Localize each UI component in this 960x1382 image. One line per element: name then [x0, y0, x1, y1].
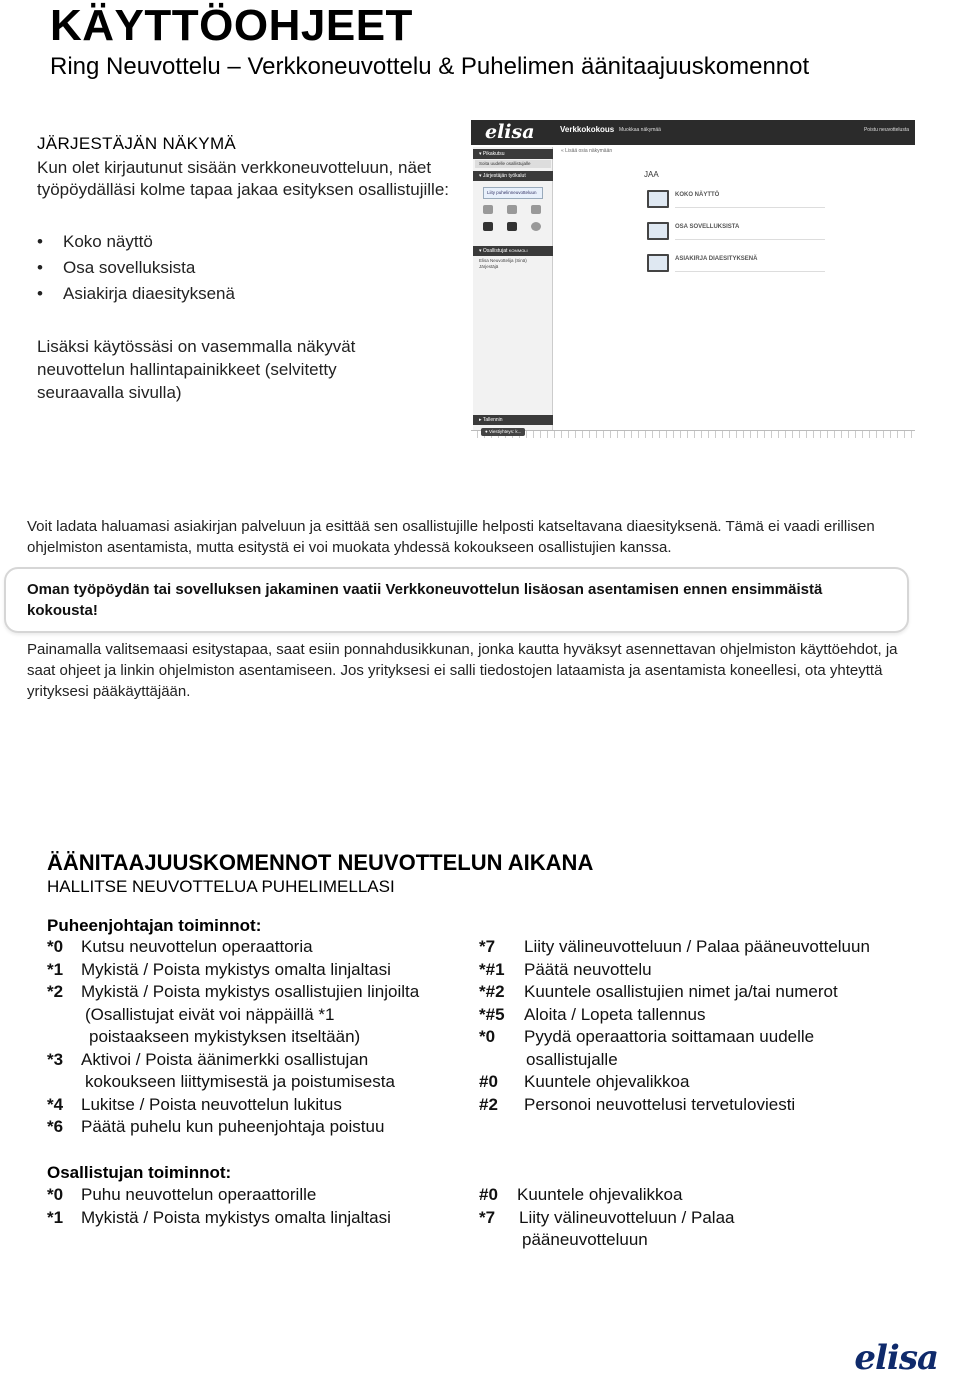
- participant-commands-right: [479, 1184, 734, 1252]
- command-row: *1 Mykistä / Poista mykistys omalta linjaltasi: [47, 959, 391, 979]
- monitor-icon[interactable]: [647, 190, 669, 208]
- organizer-intro: Kun olet kirjautunut sisään verkkoneuvotteluun, näet työpöydälläsi kolme tapaa jakaa esityksen osallistujille:: [37, 158, 449, 199]
- add-icon[interactable]: [531, 222, 541, 231]
- add-layout-link[interactable]: « Lisää osia näkymään: [561, 148, 613, 154]
- chair-functions-title: Puheenjohtajan toiminnot:: [47, 916, 262, 935]
- command-row: *7 Liity välineuvotteluun / Palaa pääneuvotteluun: [479, 937, 870, 956]
- page-subtitle: Ring Neuvottelu – Verkkoneuvottelu & Puhelimen äänitaajuuskomennot: [50, 53, 810, 80]
- command-continuation: pääneuvotteluun: [522, 1230, 648, 1249]
- audio-commands-title: ÄÄNITAAJUUSKOMENNOT NEUVOTTELUN AIKANA: [47, 850, 594, 875]
- share-full-screen[interactable]: KOKO NÄYTTÖ: [675, 188, 825, 208]
- command-row: *0 Puhu neuvottelun operaattorille: [47, 1185, 317, 1204]
- chair-commands-right: [479, 936, 870, 1116]
- command-row: *6 Päätä puhelu kun puheenjohtaja poistuu: [47, 1117, 385, 1136]
- arrow-left-icon: «: [561, 148, 566, 154]
- chair-commands-left: [47, 936, 419, 1139]
- slideshow-icon[interactable]: [647, 254, 669, 272]
- elisa-logo: elisa: [854, 1338, 938, 1378]
- command-continuation: poistaakseen mykistyksen itseltään): [89, 1027, 361, 1046]
- lock-icon[interactable]: [483, 205, 493, 214]
- window-icon[interactable]: [647, 222, 669, 240]
- recorder-header[interactable]: ▸ Tallennin: [473, 415, 553, 425]
- app-screenshot: [471, 120, 915, 438]
- audio-commands-subtitle: HALLITSE NEUVOTTELUA PUHELIMELLASI: [47, 877, 395, 896]
- share-document[interactable]: ASIAKIRJA DIAESITYKSENÄ: [675, 252, 825, 272]
- participant-role: Järjestäjä: [479, 264, 499, 269]
- pikakutsu-header[interactable]: ▾ Pikakutsu: [473, 149, 553, 159]
- command-row: *0 Pyydä operaattoria soittamaan uudelle: [479, 1027, 815, 1046]
- join-phone-button[interactable]: Liity puhelinneuvotteluun: [483, 187, 543, 199]
- record-icon[interactable]: [531, 205, 541, 214]
- command-row: *4 Lukitse / Poista neuvottelun lukitus: [47, 1094, 342, 1114]
- warning-text: Oman työpöydän tai sovelluksen jakaminen vaatii Verkkoneuvottelun lisäosan asentamisen ennen ensimmäistä kokousta!: [27, 581, 823, 619]
- command-row: *#2 Kuuntele osallistujien nimet ja/tai numerot: [479, 982, 838, 1001]
- install-paragraph: Painamalla valitsemaasi esitystapaa, saat esiin ponnahdusikkunan, jonka kautta hyväksyt asennettavan ohjelmiston käyttöehdot, ja saat ohjeet ja linkin ohjelmiston asentamiseen. Jos yrityksesi ei salli tiedostojen lataamista ja asentamista koneellesi, ota yhteyttä yrityksesi pääkäyttäjään.: [27, 641, 898, 700]
- section-title-organizer: JÄRJESTÄJÄN NÄKYMÄ: [37, 134, 237, 153]
- participant-commands-left: [47, 1184, 391, 1229]
- share-applications[interactable]: OSA SOVELLUKSISTA: [675, 220, 825, 240]
- mute-icon[interactable]: [507, 205, 517, 214]
- app-title: Verkkokokous: [560, 125, 615, 134]
- control-panel: [473, 147, 553, 438]
- command-continuation: kokoukseen liittymisestä ja poistumisesta: [85, 1072, 395, 1091]
- list-item: • Osa sovelluksista: [37, 255, 235, 281]
- organizer-tools-header[interactable]: ▾ Järjestäjän työkalut: [473, 171, 553, 181]
- command-row: *3 Aktivoi / Poista äänimerkki osallistujan: [47, 1049, 369, 1069]
- list-item: • Koko näyttö: [37, 229, 235, 255]
- flag-icon[interactable]: [483, 222, 493, 231]
- participant-name: Elisa Neuvottelija (Sinä): [479, 258, 527, 263]
- camera-icon[interactable]: [507, 222, 517, 231]
- status-bar: [471, 430, 915, 438]
- command-row: *#1 Päätä neuvottelu: [479, 959, 652, 979]
- command-row: #2 Personoi neuvottelusi tervetuloviesti: [479, 1094, 796, 1114]
- page-title: KÄYTTÖOHJEET: [50, 1, 413, 50]
- command-continuation: (Osallistujat eivät voi näppäillä *1: [85, 1004, 335, 1024]
- controls-note: Lisäksi käytössäsi on vasemmalla näkyvät neuvottelun hallintapainikkeet (selvitetty seuraavalla sivulla): [37, 337, 356, 402]
- command-row: #0 Kuuntele ohjevalikkoa: [479, 1072, 690, 1091]
- app-top-bar: [471, 120, 915, 145]
- exit-link[interactable]: Poistu neuvottelusta: [863, 127, 909, 133]
- share-title: JAA: [644, 170, 659, 179]
- participant-functions-title: Osallistujan toiminnot:: [47, 1163, 232, 1182]
- chat-tab[interactable]: ● Viestiyhteys: k...: [481, 428, 525, 436]
- share-methods-list: [37, 229, 235, 307]
- elisa-logo: elisa: [485, 121, 535, 143]
- document-share-paragraph: Voit ladata haluamasi asiakirjan palveluun ja esittää sen osallistujille helposti katseltavana diaesityksenä. Tämä ei vaadi erillisen ohjelmiston asentamista, mutta esitystä ei voi muokata yhdessä kokoukseen osallistujien kanssa.: [27, 518, 875, 556]
- chevron-down-icon: ▾: [479, 151, 483, 157]
- participants-header[interactable]: ▾ Osallistujat KOMMOLI: [473, 246, 553, 256]
- chat-icon: ●: [485, 429, 489, 434]
- command-row: *0 Kutsu neuvottelun operaattoria: [47, 937, 313, 956]
- command-row: #0 Kuuntele ohjevalikkoa: [479, 1185, 683, 1204]
- chevron-down-icon: ▾: [479, 248, 483, 254]
- command-row: *7 Liity välineuvotteluun / Palaa: [479, 1207, 735, 1227]
- list-item: • Asiakirja diaesityksenä: [37, 281, 235, 307]
- chevron-down-icon: ▾: [479, 173, 483, 179]
- menu-edit-view[interactable]: Muokkaa näkymää: [619, 127, 661, 133]
- chevron-right-icon: ▸: [479, 417, 483, 423]
- command-row: *1 Mykistä / Poista mykistys omalta linjaltasi: [47, 1207, 391, 1227]
- command-row: *#5 Aloita / Lopeta tallennus: [479, 1004, 706, 1024]
- command-row: *2 Mykistä / Poista mykistys osallistujien linjoilta: [47, 982, 420, 1001]
- command-continuation: osallistujalle: [526, 1049, 618, 1069]
- invite-button[interactable]: Soita uudelle osallistujalle: [475, 160, 551, 168]
